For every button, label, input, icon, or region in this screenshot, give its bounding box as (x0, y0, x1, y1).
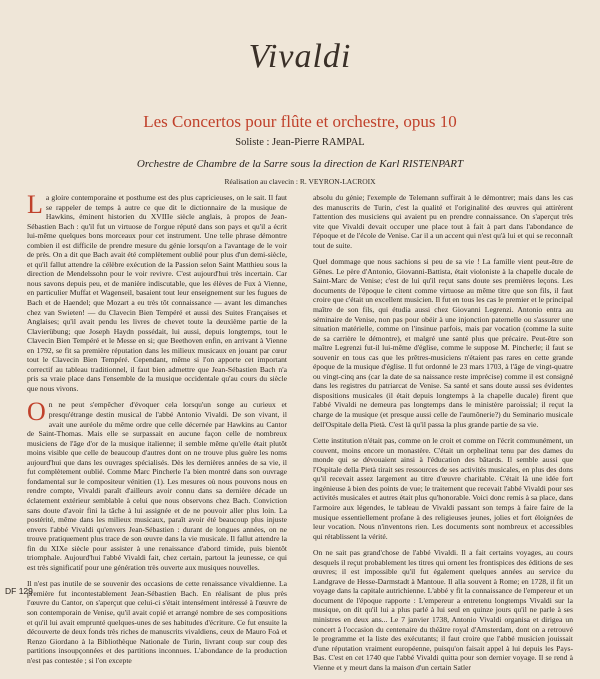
paragraph-7: On ne sait pas grand'chose de l'abbé Vivaldi. Il a fait certains voyages, au cours desquels il reçut probablement les titres qui ornent les frontispices des éditions de ses œuvres; il est impossible qu'il fut également quelques années au service du Landgrave de Hesse-Darmstadt à Mantoue. Il alla souvent à Rome; en 1728, il fit un voyage dans la capitale autrichienne. L'abbé y fit la connaissance de l'empereur et un document de l'époque rapporte : L'empereur a entretenu longtemps Vivaldi sur la musique, on dit qu'il lui a plus parlé à lui seul en quinze jours qu'il ne parle à ses ministres en deux ans... Le 7 janvier 1738, Antonio Vivaldi organisa et dirigea un concert à l'occasion du centenaire du théâtre royal d'Amsterdam, dont on a retrouvé le programme et la liste des exécutants; il faut croire que l'abbé musicien jouissait d'une réputation vraiment européenne, puisqu'on faisait appel à lui depuis les Pays-Bas. C'est en cet 1740 que l'abbé Vivaldi quitta pour son dernier voyage. Il se rend à Vienne et y meurt dans la maison d'un certain Satler (313, 548, 573, 672)
orchestra-credit: Orchestre de Chambre de la Sarre sous la direction de Karl RISTENPART (136, 158, 464, 170)
paragraph-1-text: a gloire contemporaine et posthume est des plus capricieuses, on le sait. Il faut se rappeler de temps à autre ce que dit le dictionnaire de la musique de Hawkins, éminent historien du XVIIIe siècle anglais, à propos de Jean-Sébastien Bach : qu'il fut un virtuose de l'orgue réputé dans son pays et qu'il a écrit lui-même quelques bons morceaux pour cet instrument. Une telle phrase démontre combien il est difficile de prendre mesure du génie lorsqu'on a l'avantage de le voir de près. On a dit que Bach avait été complètement oublié pour plus d'un demi-siècle, et qu'il fallut attendre la célèbre exécution de la Passion selon Saint Matthieu sous la direction de Mendelssohn pour le voir revivre. C'est aujourd'hui très incertain. Car nous savons depuis peu, et de manière indiscutable, que les élèves de Fux à Vienne, en particulier Muffat et Wagenseil, basaient tout leur enseignement sur les fugues de Bach et de Haendel; que Mozart a eu très tôt connaissance — avant les dimanches chez van Swieten! — du Clavecin Bien Tempéré et aussi des Suites Françaises et Anglaises; qu'il avait pendu les livres de chevet toute la deuxième partie de la Clavierübung; que Joseph Haydn possédait, lui aussi, depuis longtemps, tout le Clavecin Bien Tempéré et le Messe en si; que Beethoven enfin, en arrivant à Vienne en 1792, se fit sa première réputation dans les milieux musicaux en jouant par cœur tout le Clavecin Bien Tempéré. Cependant, même si l'on apporte cet important correctif au tableau traditionnel, il faut bien admettre que Jean-Sébastien Bach n'a pris sa vraie place dans l'ensemble de la musique occidentale qu'au cours du siècle que nous vivons. (27, 193, 287, 393)
paragraph-5: Quel dommage que nous sachions si peu de sa vie ! La famille vient peut-être de Gênes. Le père d'Antonio, Giovanni-Battista, était violoniste à la chapelle ducale de Saint-Marc de Venise; c'est de lui qu'il reçut sans doute ses premières leçons. Les documents de l'époque le citent comme virtuose au même titre que son fils, il faut croire que c'était un excellent musicien. Il fut en tous les cas le premier et le principal maître de son fils, qui étudia aussi chez Giovanni Legrenzi. Antonio entra au séminaire de Venise, non pas pour obéir à une injonction paternelle ou s'assurer une situation matérielle, comme on l'insinue parfois, mais par vocation (comme la suite de sa carrière le démontre), et malgré une santé plus que précaire. Peut-être son maître Legrenzi fut-il lui-même d'église, comme le suppose M. Pincherle; il faut se souvenir en tous cas que les prêtres-musiciens n'étaient pas rares en cette grande époque de la musique d'église. Il fut ordonné le 23 mars 1703, à l'âge de vingt-quatre ou vingt-cinq ans (car la date de sa naissance reste imprécise) comme il est consigné dans les registres du patriarcat de Venise. Sa santé et sans doute aussi ses évidentes dispositions musicales (il était depuis longtemps à la chapelle ducale) firent que l'abbé Vivaldi ne demeura pas longtemps dans le ministère paroissial; il reçut la charge de la musique (et presque aussi celle de l'aumônerie?) du Seminario musicale dell'Ospitale della Pietà. C'est là qu'il passa la plus grande partie de sa vie. (313, 257, 573, 429)
composer-title: Vivaldi (248, 38, 352, 75)
paragraph-4: absolu du génie; l'exemple de Telemann suffirait à le démontrer; mais dans les cas des manuscrits de Turin, c'est la qualité et l'originalité des œuvres qui attirèrent l'attention des musiciens qui avaient pu en prendre connaissance. On s'aperçut très vite que Vivaldi devait occuper une place tout à fait à part dans l'abondance de l'époque et de l'école de Venise. Car il a un accent qui n'est qu'à lui et qui se reconnaît tout de suite. (313, 193, 573, 250)
work-title: Les Concertos pour flûte et orchestre, opus 10 (143, 112, 457, 131)
catalog-number: DF 129 (5, 586, 33, 596)
drop-cap-o: O (27, 397, 46, 427)
drop-cap-l: L (27, 190, 43, 219)
harpsichord-credit: Réalisation au clavecin : R. VEYRON-LACROIX (224, 177, 376, 186)
paragraph-3: Il n'est pas inutile de se souvenir des occasions de cette renaissance vivaldienne. La première fut incontestablement Jean-Sébastien Bach. En réalisant de plus près l'œuvre du Cantor, on s'aperçut que celui-ci s'était intensément intéressé à l'œuvre de son contemporain de Venise, qu'il avait copié et arrangé nombre de ses compositions et qu'il lui avait emprunté quelques-unes de ses habitudes d'écriture. Ce fut ensuite la découverte de deux fonds très riches de manuscrits vivaldiens, ceux de Mauro Foà et Renzo Giordano à la Bibliothèque Nationale de Turin, livrant coup sur coup des partitions insoupçonnées et des partitions inconnues. L'abondance de la production n'est pas contestée ; si l'on excepte (27, 579, 287, 665)
paragraph-2-text: n ne peut s'empêcher d'évoquer cela lorsqu'un songe au curieux et presqu'étrange destin musical de l'abbé Antonio Vivaldi. De son vivant, il avait une auréole du même ordre que celle décernée par Hawkins au Cantor de Saint-Thomas. Mais elle se surpassait en aucune façon celle de nombreux musiciens de l'âge d'or de la musique italienne; il semble même qu'elle était plutôt moins visible que celle de beaucoup d'autres dont on ne trouve plus guère les noms aujourd'hui que dans les ouvrages spécialisés. Dès les dernières années de sa vie, il fut complètement oublié. Comme Marc Pincherle l'a bien montré dans son ouvrage fondamental sur le compositeur vénitien (1). Les mesures où nous pouvons nous en rendre compte, Vivaldi paraît d'ailleurs avoir connu dans sa dernière décade un éclatement extérieur semblable à celui que nous observons chez Bach. Conviction sans doute d'avoir fini la tâche à lui assignée et de ne pouvoir aller plus loin. La postérité, même dans les milieux musicaux, paraît avoir été beaucoup plus injuste envers l'abbé Vivaldi qu'envers Jean-Sébastien : durant de longues années, on ne trouve pratiquement plus trace de son œuvre dans la vie musicale. Il fallut attendre la fin du XIXe siècle pour assister à une renaissance d'abord timide, puis bientôt triomphale. Aujourd'hui l'abbé Vivaldi fait, chez certain, partout la jeunesse, ce qui est très significatif pour une génération très ouverte aux musiques nouvelles. (27, 400, 287, 572)
soloist-credit: Soliste : Jean-Pierre RAMPAL (235, 137, 365, 148)
paragraph-2 (27, 397, 287, 572)
paragraph-6: Cette institution n'était pas, comme on le croit et comme on l'écrit communément, un couvent, moins encore un monastère. C'était un orphelinat tenu par des dames du monde qui se dévouaient ainsi à l'éducation des bâtards. Il semble aussi que l'Ospitale della Pietà tirait ses ressources de ses activités musicales, en plus des dons qu'il recevait assez largement au titre d'œuvre charitable. C'était là une idée fort ingénieuse à bien des points de vue; le traitement que recevait l'abbé Vivaldi pour ses activités musicales et autres était plus qu'honorable. Voici donc remis à sa place, dans l'armoire aux légendes, le tableau de Vivaldi passant son temps à faire faire de la musique essentiellement profane à des religieuses jeunes, jolies et fort éloignées de leur vocation. Nous n'inventons rien. Les documents sont nombreux et accessibles qui rétablissent la vérité. (313, 436, 573, 541)
left-column (27, 190, 287, 672)
paragraph-1 (27, 190, 287, 393)
right-column (313, 193, 573, 679)
